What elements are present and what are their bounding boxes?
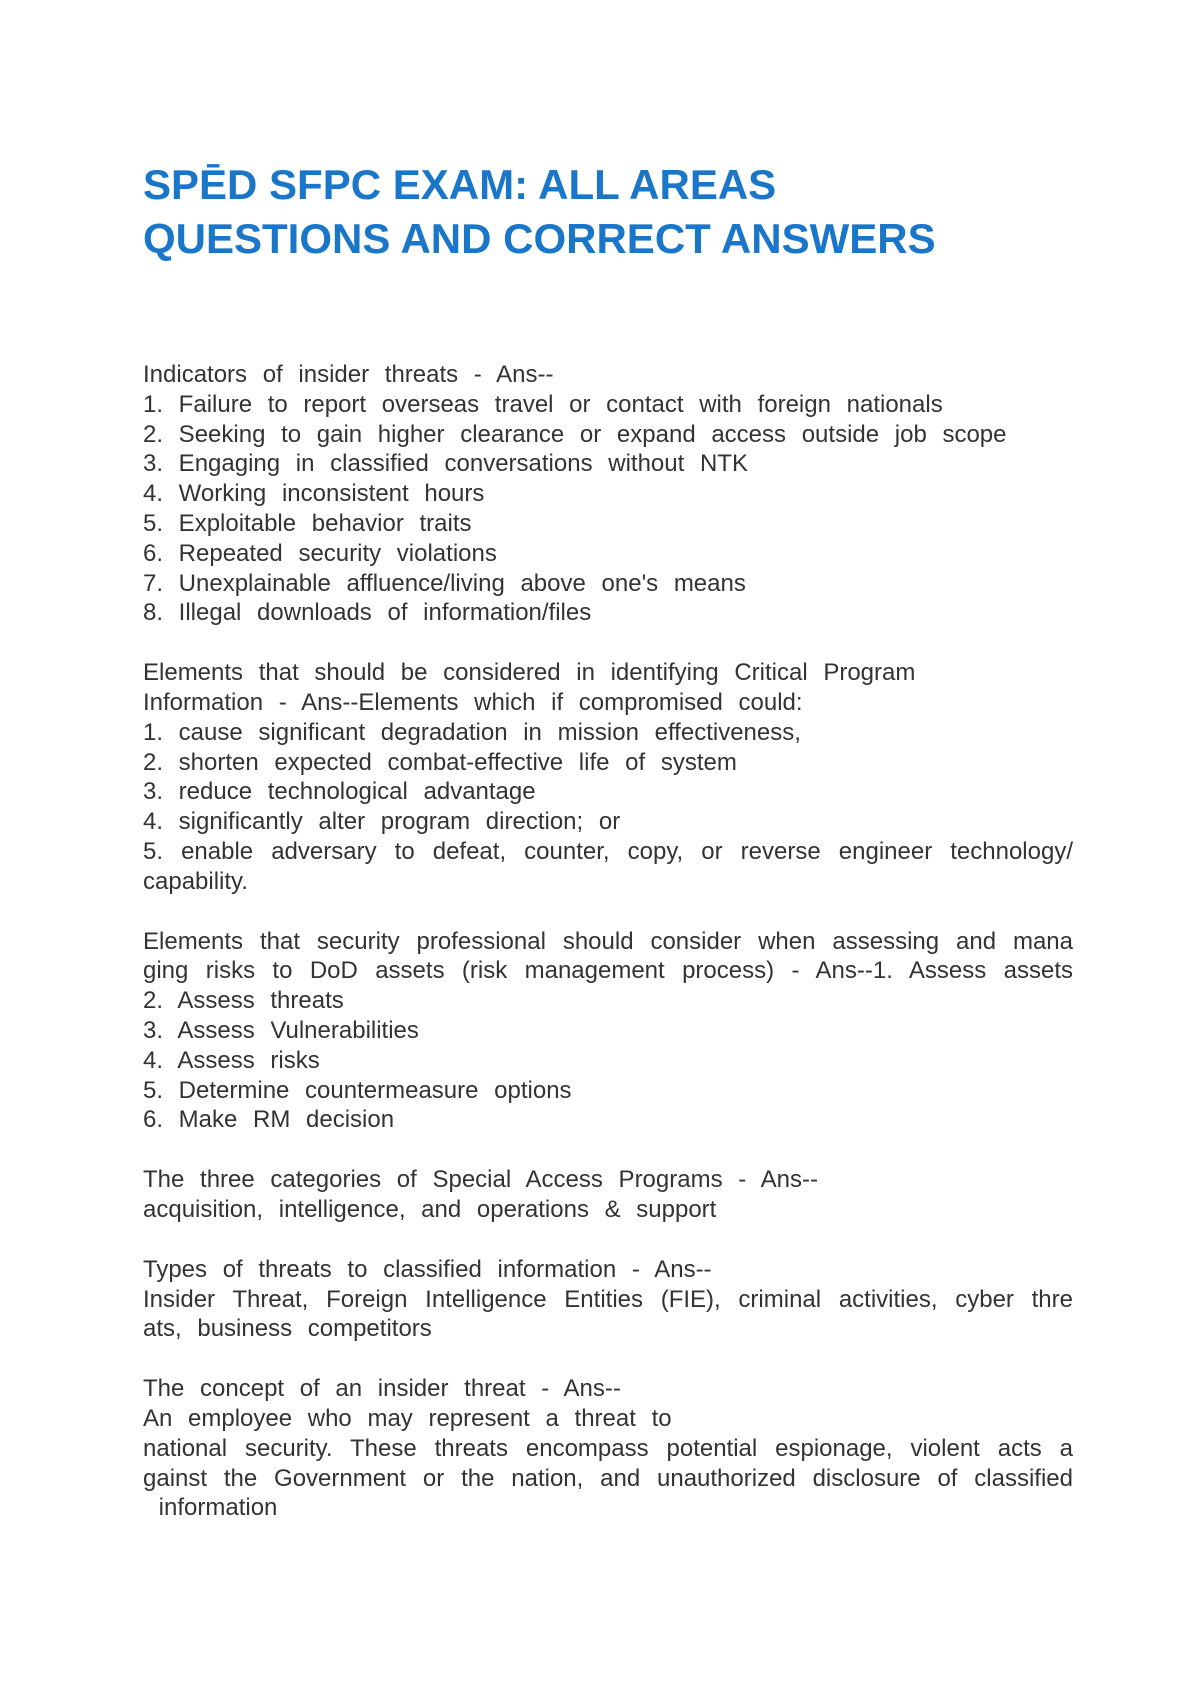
answer-line: 3. Assess Vulnerabilities bbox=[143, 1016, 419, 1044]
answer-line: 3. reduce technological advantage bbox=[143, 778, 536, 806]
answer-line: Insider Threat, Foreign Intelligence Entities (FIE), criminal activities, cyber thre bbox=[143, 1285, 1073, 1313]
answer-line: 5. Determine countermeasure options bbox=[143, 1076, 572, 1104]
answer-line: information bbox=[143, 1494, 278, 1522]
answer-line: 6. Make RM decision bbox=[143, 1106, 395, 1134]
question-line: Elements that security professional should consider when assessing and mana bbox=[143, 927, 1073, 955]
question-line: Elements that should be considered in identifying Critical Program bbox=[143, 659, 916, 687]
answer-line: 2. shorten expected combat-effective life of system bbox=[143, 748, 737, 776]
answer-line: ats, business competitors bbox=[143, 1315, 432, 1343]
answer-line: 5. Exploitable behavior traits bbox=[143, 509, 472, 537]
answer-line: 4. Assess risks bbox=[143, 1046, 320, 1074]
qa-insider-threat-indicators bbox=[143, 360, 1073, 628]
question-line: The concept of an insider threat - Ans-- bbox=[143, 1375, 621, 1403]
title-line: SPĒD SFPC EXAM: ALL AREAS bbox=[143, 161, 777, 208]
question-line: The three categories of Special Access Programs - Ans-- bbox=[143, 1166, 818, 1194]
answer-line: 4. significantly alter program direction; or bbox=[143, 808, 621, 836]
question-line: Types of threats to classified information - Ans-- bbox=[143, 1255, 712, 1283]
document-title bbox=[143, 158, 1073, 266]
title-line: QUESTIONS AND CORRECT ANSWERS bbox=[143, 215, 936, 262]
answer-line: 7. Unexplainable affluence/living above one's means bbox=[143, 569, 746, 597]
qa-special-access-program-categories bbox=[143, 1165, 1073, 1225]
answer-line: acquisition, intelligence, and operations & support bbox=[143, 1195, 717, 1223]
answer-line: 1. Failure to report overseas travel or contact with foreign nationals bbox=[143, 390, 943, 418]
document-body bbox=[143, 360, 1073, 1523]
answer-line: 3. Engaging in classified conversations without NTK bbox=[143, 450, 748, 478]
qa-critical-program-information bbox=[143, 658, 1073, 896]
answer-line: An employee who may represent a threat to bbox=[143, 1404, 672, 1432]
qa-risk-management-process bbox=[143, 927, 1073, 1136]
answer-line: 2. Assess threats bbox=[143, 987, 344, 1015]
answer-line: 2. Seeking to gain higher clearance or expand access outside job scope bbox=[143, 420, 1007, 448]
answer-line: 8. Illegal downloads of information/files bbox=[143, 599, 592, 627]
qa-insider-threat-concept bbox=[143, 1374, 1073, 1523]
answer-line: national security. These threats encompass potential espionage, violent acts a bbox=[143, 1434, 1073, 1462]
answer-line: 4. Working inconsistent hours bbox=[143, 480, 485, 508]
qa-threat-types bbox=[143, 1255, 1073, 1344]
answer-line: capability. bbox=[143, 867, 248, 895]
answer-line: 6. Repeated security violations bbox=[143, 539, 497, 567]
document-page bbox=[143, 158, 1073, 1553]
answer-line: 5. enable adversary to defeat, counter, copy, or reverse engineer technology/ bbox=[143, 837, 1073, 865]
question-line: ging risks to DoD assets (risk management process) - Ans--1. Assess assets bbox=[143, 957, 1073, 985]
answer-line: gainst the Government or the nation, and unauthorized disclosure of classified bbox=[143, 1464, 1073, 1492]
question-line: Indicators of insider threats - Ans-- bbox=[143, 361, 554, 388]
question-line: Information - Ans--Elements which if compromised could: bbox=[143, 688, 803, 716]
answer-line: 1. cause significant degradation in mission effectiveness, bbox=[143, 718, 801, 746]
